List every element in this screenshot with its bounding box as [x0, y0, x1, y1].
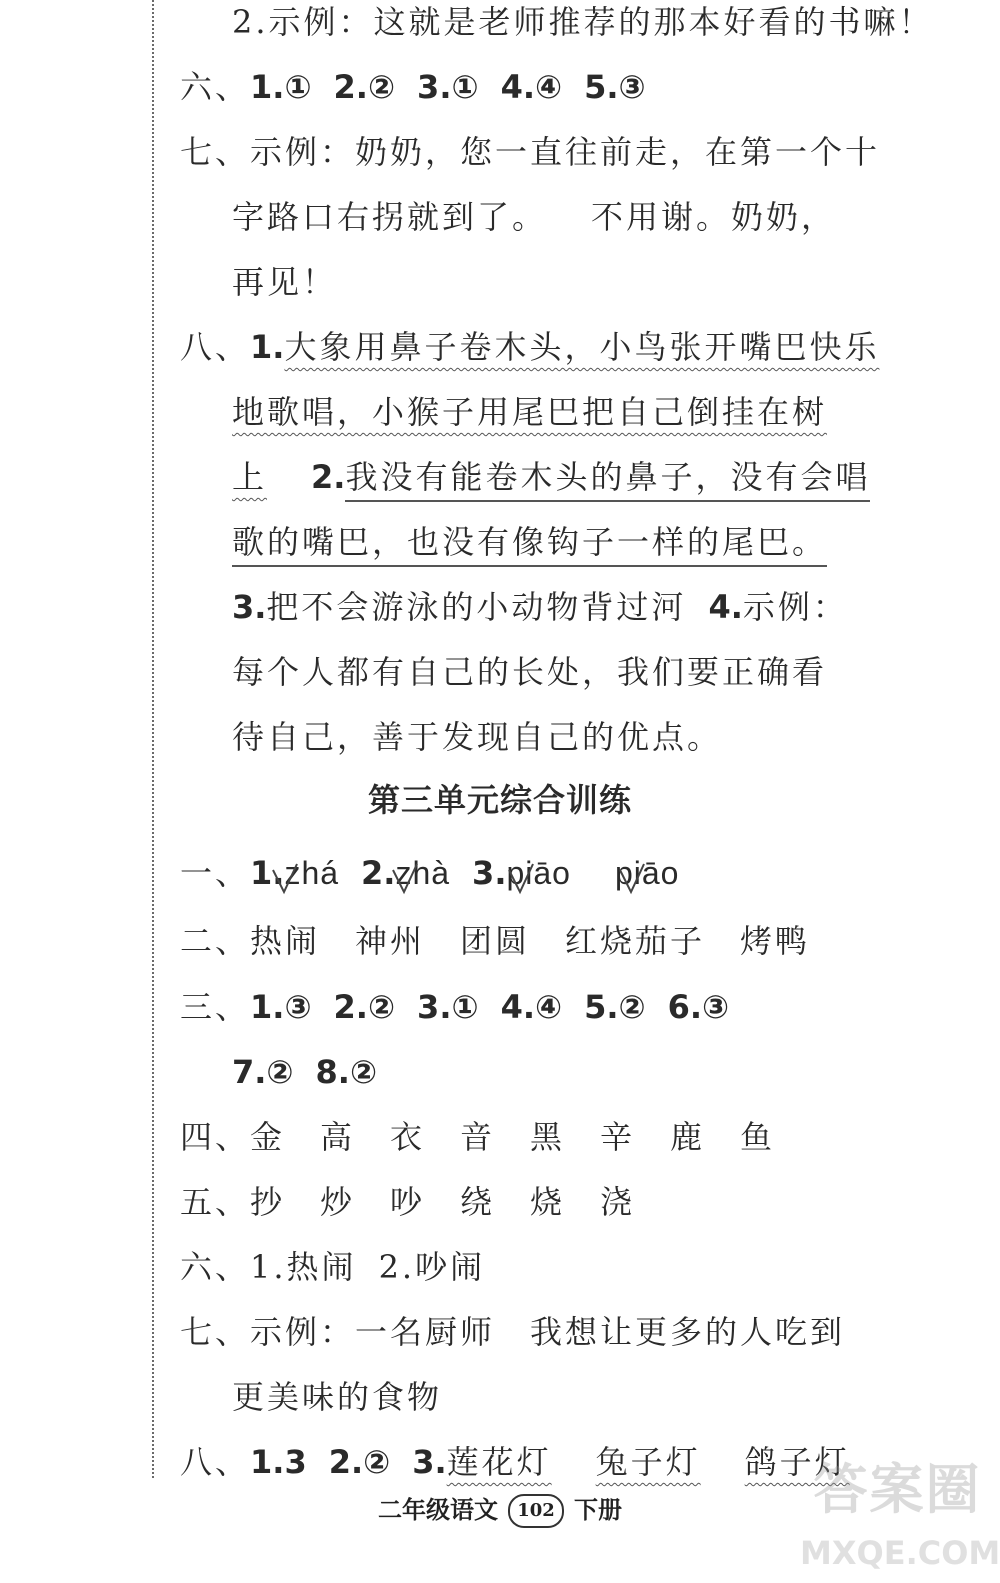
question-number: 六、 — [180, 1248, 251, 1286]
answer-text: 再见！ — [232, 263, 338, 301]
question-number: 八、 — [180, 328, 251, 366]
answer-choice: 7.② — [232, 1053, 294, 1091]
answer-text: 把不会游泳的小动物背过河 — [266, 588, 687, 626]
sub-question-number: 2. — [361, 854, 396, 892]
answer-line-5-2 — [232, 2, 934, 42]
section3-answer-7-line-2 — [232, 1377, 442, 1417]
answer-choice: 6.③ — [667, 988, 730, 1026]
answer-choice: 5.③ — [584, 68, 646, 106]
underlined-answer: 兔子灯 — [595, 1443, 701, 1481]
section3-answer-4 — [180, 1117, 775, 1157]
section3-answer-2 — [180, 921, 810, 961]
answer-8-line-5 — [232, 587, 848, 627]
answer-text: 1.热闹 — [250, 1248, 357, 1286]
question-number: 八、 — [180, 1443, 251, 1481]
pinyin-answer: piāo — [506, 855, 571, 891]
question-number: 六、 — [180, 68, 251, 106]
answer-choice: 2.② — [328, 1443, 391, 1481]
answer-text: 待自己，善于发现自己的优点。 — [232, 718, 723, 756]
answer-choice: 4.④ — [500, 988, 563, 1026]
answer-text: 示例： — [742, 588, 848, 626]
underlined-answer: 上 — [232, 458, 268, 496]
answer-choice: 2.② — [333, 68, 396, 106]
underlined-answer: 鸽子灯 — [744, 1443, 850, 1481]
watermark-url: MXQE.COM — [800, 1534, 1000, 1572]
section3-answer-5 — [180, 1182, 635, 1222]
answer-text: 五、抄 炒 吵 绕 烧 浇 — [180, 1183, 636, 1221]
answer-8-line-2 — [232, 392, 827, 432]
question-number: 一、 — [180, 854, 251, 892]
answer-7-line-2 — [232, 197, 836, 237]
answer-text: 七、示例：一名厨师 我想让更多的人吃到 — [180, 1313, 846, 1351]
answer-text: 二、热闹 神州 团圆 红烧茄子 烤鸭 — [180, 922, 811, 960]
underlined-answer: 地歌唱，小猴子用尾巴把自己倒挂在树 — [232, 393, 828, 431]
check-mark-icon — [506, 862, 536, 896]
sub-question-number: 4. — [708, 588, 743, 626]
pinyin-answer: zhà — [395, 855, 451, 891]
answer-text: 字路口右拐就到了。 — [232, 198, 548, 236]
sub-question-number: 3. — [412, 1443, 447, 1481]
sub-question-number: 1. — [250, 854, 285, 892]
volume-label: 下册 — [574, 1496, 622, 1524]
sub-question-number: 1. — [250, 328, 285, 366]
answer-choice: 8.② — [315, 1053, 378, 1091]
answer-8-line-3 — [232, 457, 870, 497]
underlined-answer: 大象用鼻子卷木头，小鸟张开嘴巴快乐 — [284, 328, 880, 366]
section3-answer-1 — [180, 853, 679, 893]
section3-answer-8 — [180, 1442, 850, 1482]
answer-text: 七、示例：奶奶，您一直往前走，在第一个十 — [180, 133, 881, 171]
sub-question-number: 2. — [311, 458, 346, 496]
answer-7-line-1 — [180, 132, 880, 172]
unit-title: 第三单元综合训练 — [367, 781, 632, 819]
answer-8-line-6 — [232, 652, 827, 692]
sub-question-number: 3. — [232, 588, 267, 626]
answer-8-line-4 — [232, 522, 827, 562]
answer-text: 2.示例：这就是老师推荐的那本好看的书嘛！ — [232, 3, 934, 41]
section3-answer-3-line-1 — [180, 987, 729, 1027]
answer-choice: 4.④ — [500, 68, 563, 106]
underlined-answer: 歌的嘴巴，也没有像钩子一样的尾巴。 — [232, 523, 827, 567]
binding-margin-line — [152, 0, 154, 1478]
grade-subject-label: 二年级语文 — [378, 1496, 498, 1524]
check-mark-icon — [270, 862, 300, 896]
question-number: 三、 — [180, 988, 251, 1026]
answer-choice: 2.② — [333, 988, 396, 1026]
check-mark-icon — [617, 862, 647, 896]
answer-text: 2.吵闹 — [378, 1248, 486, 1286]
check-mark-icon — [390, 862, 420, 896]
answer-8-line-1 — [180, 327, 879, 367]
answer-choice: 1.③ — [250, 988, 312, 1026]
answer-7-line-3 — [232, 262, 337, 302]
answer-text: 四、金 高 衣 音 黑 辛 鹿 鱼 — [180, 1118, 776, 1156]
watermark-logo — [800, 1455, 1000, 1580]
answer-choice: 5.② — [584, 988, 646, 1026]
watermark-text: 答案圈 — [813, 1458, 982, 1521]
section3-answer-7-line-1 — [180, 1312, 845, 1352]
answer-text: 不用谢。奶奶， — [591, 198, 837, 236]
underlined-answer: 莲花灯 — [446, 1443, 552, 1481]
answer-choice: 1.① — [250, 68, 312, 106]
answer-choice: 3.① — [417, 68, 479, 106]
underlined-answer: 我没有能卷木头的鼻子，没有会唱 — [345, 458, 870, 502]
answer-choice: 1.3 — [250, 1443, 307, 1481]
answer-6 — [180, 67, 646, 107]
page-number: 102 — [508, 1494, 564, 1528]
section3-answer-3-line-2 — [232, 1052, 377, 1092]
section3-answer-6 — [180, 1247, 485, 1287]
answer-text: 每个人都有自己的长处，我们要正确看 — [232, 653, 828, 691]
pinyin-answer: piāo — [614, 855, 680, 891]
answer-text: 更美味的食物 — [232, 1378, 443, 1416]
answer-choice: 3.① — [417, 988, 479, 1026]
sub-question-number: 3. — [472, 854, 507, 892]
answer-8-line-7 — [232, 717, 722, 757]
pinyin-answer: zhá — [284, 855, 340, 891]
